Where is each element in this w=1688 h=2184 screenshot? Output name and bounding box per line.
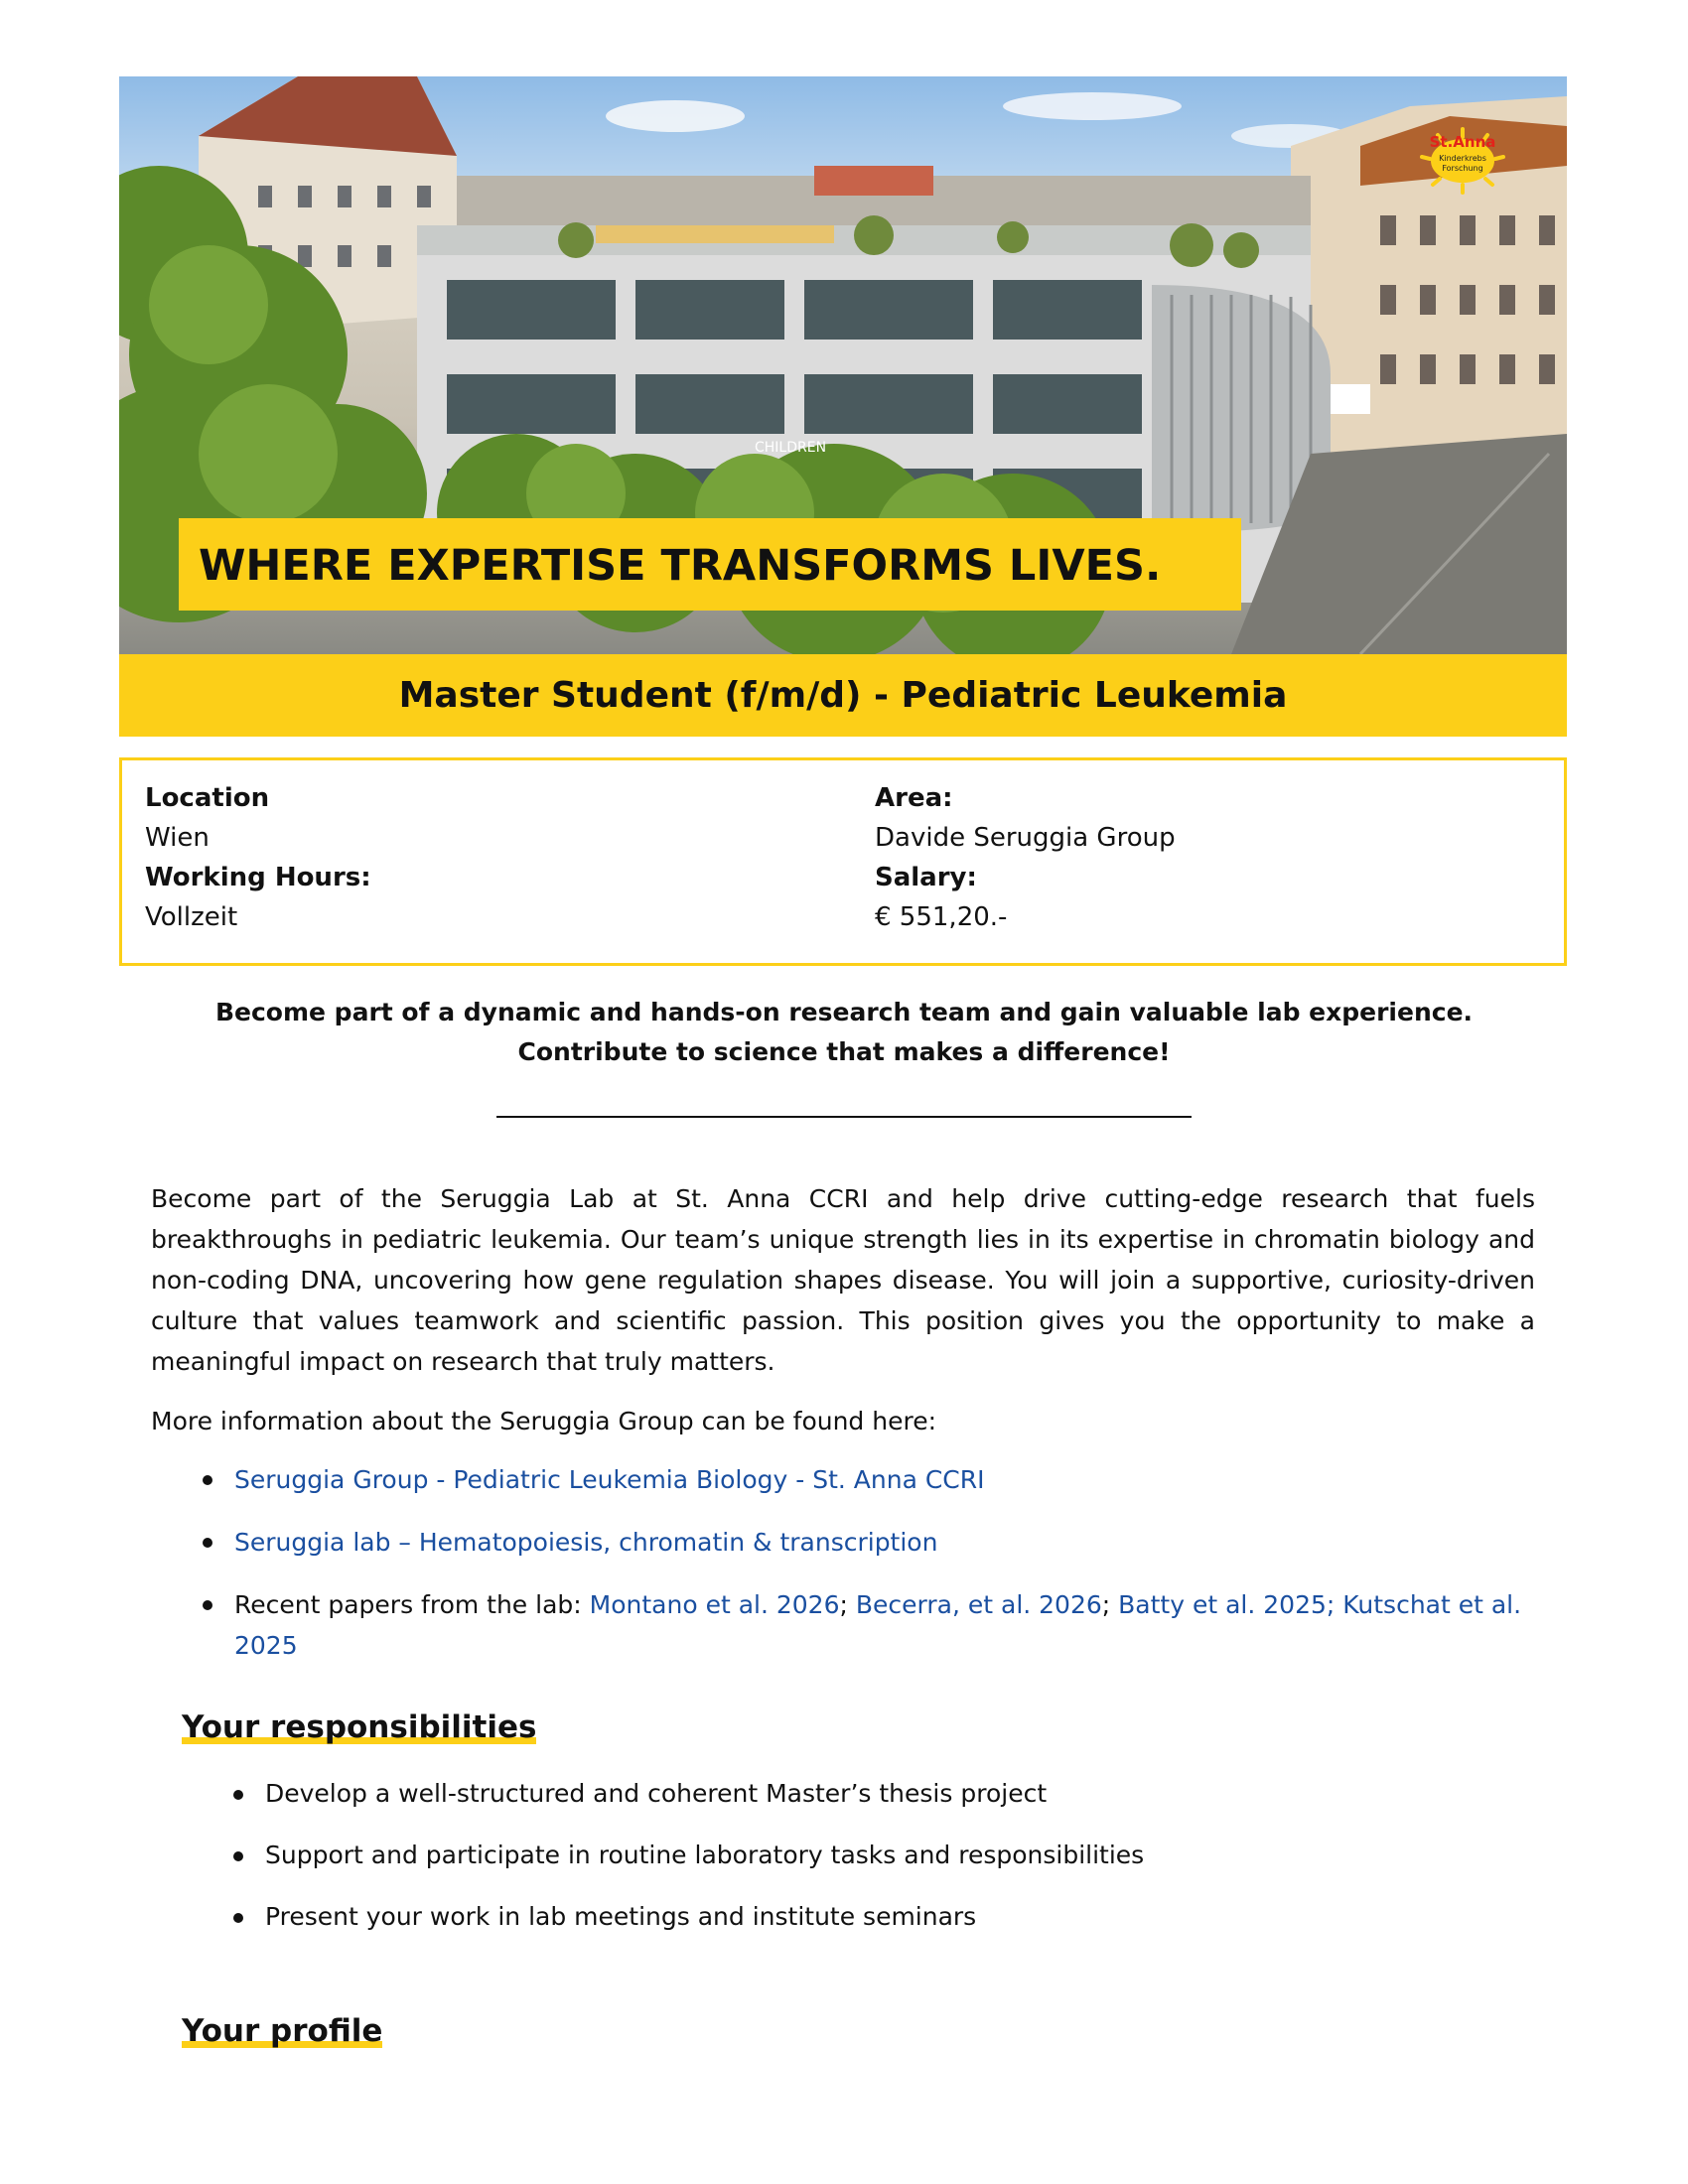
list-item: Develop a well-structured and coherent Master’s thesis project: [182, 1774, 1552, 1814]
job-title-bar: [119, 654, 1567, 737]
list-item: [151, 1584, 1541, 1666]
more-info-text: More information about the Seruggia Group can be found here:: [151, 1407, 937, 1435]
area-value: Davide Seruggia Group: [875, 823, 1176, 853]
location-label: Location: [145, 783, 270, 813]
lead-statement: Become part of a dynamic and hands-on research team and gain valuable lab experience. Contribute to science that makes a difference!: [214, 998, 1474, 1066]
list-item: Support and participate in routine laboratory tasks and responsibilities: [182, 1836, 1552, 1875]
area-label: Area:: [875, 783, 953, 813]
list-item: [151, 1522, 1541, 1563]
seruggia-group-link[interactable]: Seruggia Group - Pediatric Leukemia Biology - St. Anna CCRI: [234, 1465, 985, 1494]
location-value: Wien: [145, 823, 210, 853]
salary-value: € 551,20.-: [875, 902, 1008, 932]
working-hours-value: Vollzeit: [145, 902, 238, 932]
working-hours-label: Working Hours:: [145, 863, 371, 892]
job-title: Master Student (f/m/d) - Pediatric Leukemia: [398, 675, 1288, 716]
divider: [496, 1116, 1192, 1118]
logo-subtitle: Kinderkrebs Forschung: [1439, 154, 1486, 173]
responsibilities-heading: Your responsibilities: [182, 1707, 536, 1749]
profile-heading: Your profile: [182, 2011, 382, 2053]
paper-link-becerra[interactable]: Becerra, et al. 2026: [855, 1590, 1102, 1619]
details-left-column: [145, 778, 371, 937]
building-sign: CHILDREN: [755, 440, 827, 456]
list-item: [151, 1459, 1541, 1500]
paper-link-batty-kutschat[interactable]: Batty et al. 2025; Kutschat et al. 2025: [234, 1590, 1522, 1660]
job-details-box: [119, 757, 1567, 966]
intro-paragraph: Become part of the Seruggia Lab at St. Anna CCRI and help drive cutting-edge research that fuels breakthroughs in pediatric leukemia. Our team’s unique strength lies in its expertise in chromatin biology and non-coding DNA, uncovering how gene regulation shapes disease. You will join a supportive, curiosity-driven culture that values teamwork and scientific passion. This position gives you the opportunity to make a meaningful impact on research that truly matters.: [151, 1184, 1535, 1376]
logo-wordmark: St.Anna: [1429, 133, 1496, 151]
papers-prefix: Recent papers from the lab:: [234, 1590, 590, 1619]
seruggia-lab-link[interactable]: Seruggia lab – Hematopoiesis, chromatin & transcription: [234, 1528, 938, 1557]
details-right-column: [875, 778, 1176, 937]
salary-label: Salary:: [875, 863, 977, 892]
responsibilities-list: [182, 1774, 1552, 1959]
paper-link-montano[interactable]: Montano et al. 2026: [589, 1590, 840, 1619]
hero-tagline: WHERE EXPERTISE TRANSFORMS LIVES.: [199, 541, 1162, 591]
list-item: Present your work in lab meetings and institute seminars: [182, 1897, 1552, 1937]
info-links-list: [151, 1459, 1541, 1688]
separator: ;: [1101, 1590, 1119, 1619]
separator: ;: [839, 1590, 856, 1619]
